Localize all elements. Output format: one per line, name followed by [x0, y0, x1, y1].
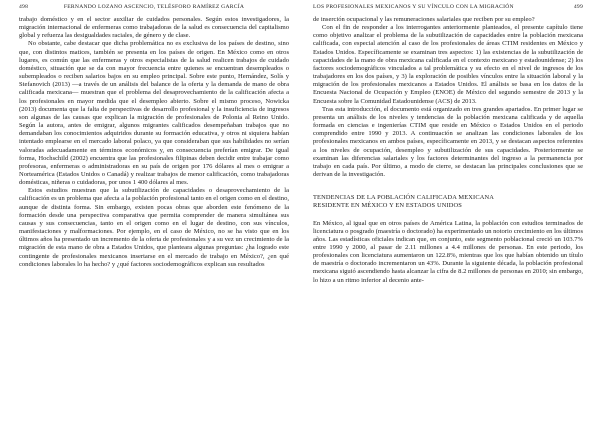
section-heading-line: TENDENCIAS DE LA POBLACIÓN CALIFICADA MEXICANA [313, 194, 495, 202]
section-heading [313, 194, 583, 210]
running-head-authors: FERNANDO LOZANO ASCENCIO, TELÉSFORO RAMÍREZ GARCÍA [63, 4, 245, 10]
paragraph: Tras esta introducción, el documento está organizado en tres grandes apartados. En primer lugar se presenta un análisis de los niveles y tendencias de la población mexicana calificada y de aquella formada en ciencias e ingenierías CTIM que reside en México o Estados Unidos en el periodo comprendido entre 1990 y 2013. A continuación se analizan las condiciones laborales de los profesionales mexicanos en ambos países, específicamente en 2013, y se destacan aspectos referentes a los niveles de ocupación, desempleo y subutilización de sus capacidades. Posteriormente se examinan las diferencias salariales y los factores determinantes del ingreso a la permanencia por trabajo en cada país. Por último, a modo de cierre, se destacan las principales conclusiones que se derivan de la investigación. [313, 105, 583, 178]
running-head [19, 4, 289, 14]
right-body-text [313, 16, 583, 285]
running-head-chapter-title: LOS PROFESIONALES MEXICANOS Y SU VÍNCULO CON LA MIGRACIÓN [313, 4, 514, 10]
paragraph: En México, al igual que en otros países de América Latina, la población con estudios terminados de licenciatura o posgrado (maestría o doctorado) ha experimentado un notorio crecimiento en los últimos años. Las estadísticas oficiales indican que, en conjunto, este segmento poblacional creció un 103.7% entre 1990 y 2000, al pasar de 2.11 millones a 4.4 millones de personas. En este periodo, los profesionales con licenciatura aumentaron un 122.8%, mientras que los que habían obtenido un título de maestría o doctorado incrementaron un 43%. Durante la siguiente década, la población profesional mexicana siguió ascendiendo hasta alcanzar la cifra de 8.2 millones de personas en 2010; sin embargo, lo hizo a un ritmo inferior al decenio ante- [313, 219, 583, 284]
running-head [313, 4, 583, 14]
paragraph: No obstante, cabe destacar que dicha problemática no es exclusiva de los países de destino, sino que, con distintos matices, también se presenta en los países de origen. En México como en otros lugares, es común que las enfermeras y otros especialistas de la salud realicen trabajos de cuidado doméstico, situación que se da con mayor frecuencia entre quienes se encuentran desempleados o subempleados o reciben salarios bajos en su empleo principal. Sobre este punto, Hernández, Solís y Stefanovich (2013) —a través de un análisis del balance de la oferta y la demanda de mano de obra calificada mexicana— muestran que el problema del desaprovechamiento de la calificación afecta a los profesionales en mayor medida que el desempleo abierto. Sobre el mismo proceso, Nowicka (2013) documenta que la falta de perspectivas de desarrollo profesional y la insuficiencia de ingresos son algunas de las causas que explican la migración de profesionales de Polonia al Reino Unido. Según la autora, antes de emigrar, algunos migrantes calificados desempeñaban trabajos que no demandaban los conocimientos adquiridos durante su formación educativa, y otros ni siquiera habían intentado emplearse en el mercado laboral polaco, ya que consideraban que sus habilidades no serían valoradas adecuadamente en términos económicos y, en consecuencia preferían emigrar. De igual forma, Hochschild (2002) encuentra que las profesionales filipinas deben decidir entre trabajar como profesoras, enfermeras o administradoras en su país de origen por 176 dólares al mes o emigrar a Norteamérica (Estados Unidos o Canadá) y realizar trabajos de menor calificación, como trabajadoras domésticas, niñeras o cuidadoras, por unos 1 400 dólares al mes. [19, 40, 289, 187]
section-heading-line: RESIDENTE EN MÉXICO Y EN ESTADOS UNIDOS [313, 202, 463, 210]
page-number: 499 [573, 4, 583, 10]
left-body-text [19, 16, 289, 269]
page-number: 498 [19, 4, 29, 10]
right-page [313, 0, 583, 431]
left-page [19, 0, 289, 431]
paragraph: de inserción ocupacional y las remuneraciones salariales que reciben por su empleo? [313, 16, 535, 23]
paragraph: Con el fin de responder a los interrogantes anteriormente planteados, el presente capítulo tiene como objetivo analizar el problema de la subutilización de capacidades entre la población mexicana calificada, con especial atención al caso de los profesionales de áreas CTIM residentes en México y Estados Unidos. Específicamente se examinan tres aspectos: 1) las existencias de la subutilización de capacidades de la mano de obra mexicana calificada en el contexto mexicano y estadounidense; 2) los factores sociodemográficos vinculados a tal problemática y su efecto en el nivel de ingresos de los trabajadores en los dos países, y 3) la exploración de posibles vínculos entre la situación laboral y la migración de los profesionales mexicanos a Estados Unidos. El análisis se basa en los datos de la Encuesta Nacional de Ocupación y Empleo (ENOE) de México del segundo semestre de 2013 y la Encuesta sobre la Comunidad Estadounidense (ACS) de 2013. [313, 24, 583, 105]
paragraph: trabajo doméstico y en el sector auxiliar de cuidados personales. Según estos investigadores, la migración internacional de enfermeras como trabajadoras de la salud es consecuencia del capitalismo global y refuerza las desigualdades raciales, de género y de clase. [19, 16, 289, 40]
paragraph: Estos estudios muestran que la subutilización de capacidades o desaprovechamiento de la calificación es un problema que afecta a la población profesional tanto en el origen como en el destino, aunque de distinta forma. Sin embargo, existen pocas obras que aborden este fenómeno de la formación desde una perspectiva comparativa que permita comprender de manera simultánea sus causas y sus consecuencias, tanto en el origen como en el lugar de destino, con sus vínculos, manifestaciones y malformaciones. Por ejemplo, en el caso de México, no se ha visto que en los últimos años ha presentado un incremento de la oferta de profesionales y a su vez un crecimiento de la migración de esta mano de obra a Estados Unidos, que planteara algunas preguntas: ¿ha logrado este contingente de profesionales mexicanos insertarse en el mercado de trabajo en México?, ¿en qué condiciones laborales lo ha hecho? y ¿qué factores sociodemográficos explican sus resultados [19, 187, 289, 268]
